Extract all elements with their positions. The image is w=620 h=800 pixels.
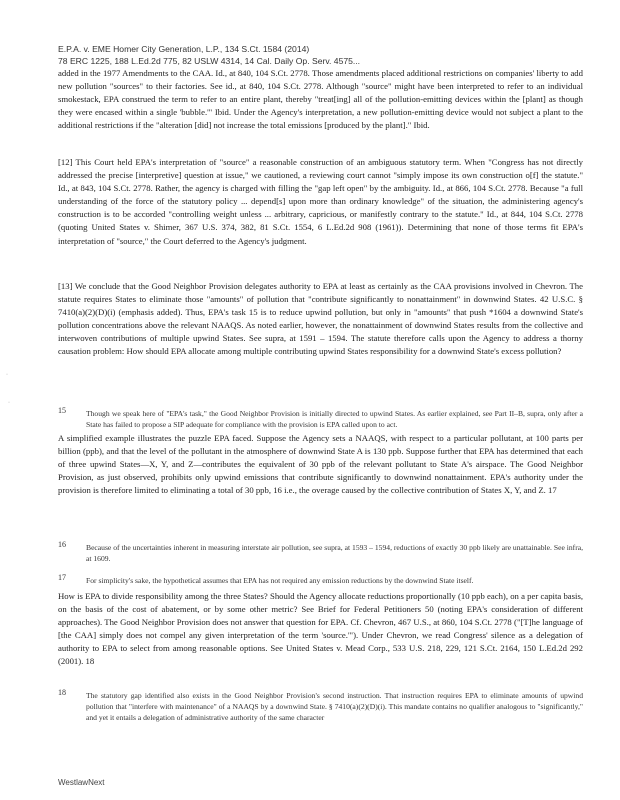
footnote-15-text: Though we speak here of "EPA's task," the Good Neighbor Provision is initially directed to upwind States. As earlier explained, see Part II–B, supra, only after a State has failed to propose a SIP adequate for compliance with the provision is EPA called upon to act.	[86, 409, 583, 429]
footnote-17-text: For simplicity's sake, the hypothetical assumes that EPA has not required any emission reductions by the downwind State itself.	[86, 576, 474, 585]
paragraph-12: [12] This Court held EPA's interpretation of "source" a reasonable construction of an ambiguous statutory term. When "Congress has not directly addressed the precise [interpretive] question at issue," we cautioned, a reviewing court cannot "simply impose its own construction o[f] the statute." Id., at 843, 104 S.Ct. 2778. Rather, the agency is charged with filling the "gap left open" by the ambiguity. Id., at 866, 104 S.Ct. 2778. Because "a full understanding of the force of the statutory policy ... depend[s] upon more than ordinary knowledge" of the situation, the administering agency's construction is to be accorded "controlling weight unless ... arbitrary, capricious, or manifestly contrary to the statute." Id., at 844, 104 S.Ct. 2778 (quoting United States v. Shimer, 367 U.S. 374, 382, 81 S.Ct. 1554, 6 L.Ed.2d 908 (1961)). Determining that none of those terms fit EPA's interpretation of "source," the Court deferred to the Agency's judgment.	[58, 157, 583, 246]
margin-mark: ·	[6, 372, 8, 378]
footnote-number: 17	[58, 573, 66, 582]
margin-mark: ·	[8, 400, 10, 406]
citation-header-line-1: E.P.A. v. EME Homer City Generation, L.P., 134 S.Ct. 1584 (2014)	[58, 44, 310, 54]
footnote-number: 15	[58, 406, 66, 415]
footnote-number: 18	[58, 688, 66, 697]
footnote-18-text: The statutory gap identified also exists in the Good Neighbor Provision's second instruction. That instruction requires EPA to eliminate amounts of upwind pollution that "interfere with maintenance" of a NAAQS by a downwind State. § 7410(a)(2)(D)(i). This mandate contains no qualifier analogous to "significantly," and yet it entails a delegation of administrative authority of the same character	[86, 691, 583, 722]
footer-brand: WestlawNext	[58, 778, 105, 787]
footnote-16-text: Because of the uncertainties inherent in measuring interstate air pollution, see supra, at 1593 – 1594, reductions of exactly 30 ppb likely are unattainable. See infra, at 1609.	[86, 543, 583, 563]
paragraph-example: A simplified example illustrates the puzzle EPA faced. Suppose the Agency sets a NAAQS, with respect to a particular pollutant, at 100 parts per billion (ppb), and that the level of the pollutant in the atmosphere of downwind State A is 130 ppb. Suppose further that EPA has determined that each of three upwind States—X, Y, and Z—contributes the equivalent of 30 ppb of the relevant pollutant to State A's airspace. The Good Neighbor Provision, as just observed, prohibits only upwind emissions that contribute significantly to downwind nonattainment. EPA's authority under the provision is therefore limited to eliminating a total of 30 ppb, 16 i.e., the overage caused by the collective contribution of States X, Y, and Z. 17	[58, 433, 583, 496]
paragraph-intro: added in the 1977 Amendments to the CAA. Id., at 840, 104 S.Ct. 2778. Those amendments placed additional restrictions on companies' liberty to add new pollution "sources" to their factories. See id., at 840, 104 S.Ct. 2778. Although "source" might have been interpreted to refer to an individual smokestack, EPA construed the term to refer to an entire plant, thereby "treat[ing] all of the pollution-emitting devices within the [plant] as though they were encased within a single 'bubble.'" Ibid. Under the Agency's interpretation, a new pollution-emitting device would not subject a plant to the additional restrictions if the "alteration [did] not increase the total emissions [produced by the plant]." Ibid.	[58, 68, 583, 131]
paragraph-13: [13] We conclude that the Good Neighbor Provision delegates authority to EPA at least as certainly as the CAA provisions involved in Chevron. The statute requires States to eliminate those "amounts" of pollution that "contribute significantly to nonattainment" in downwind States. 42 U.S.C. § 7410(a)(2)(D)(i) (emphasis added). Thus, EPA's task 15 is to reduce upwind pollution, but only in "amounts" that push *1604 a downwind State's pollution concentrations above the relevant NAAQS. As noted earlier, however, the nonattainment of downwind States results from the collective and interwoven contributions of multiple upwind States. See supra, at 1591 – 1594. The statute therefore calls upon the Agency to address a thorny causation problem: How should EPA allocate among multiple contributing upwind States responsibility for a downwind State's excess pollution?	[58, 281, 583, 357]
citation-header-line-2: 78 ERC 1225, 188 L.Ed.2d 775, 82 USLW 4314, 14 Cal. Daily Op. Serv. 4575...	[58, 56, 361, 66]
paragraph-question: How is EPA to divide responsibility among the three States? Should the Agency allocate reductions proportionally (10 ppb each), on a per capita basis, on the basis of the cost of abatement, or by some other metric? See Brief for Federal Petitioners 50 (noting EPA's consideration of different approaches). The Good Neighbor Provision does not answer that question for EPA. Cf. Chevron, 467 U.S., at 860, 104 S.Ct. 2778 ("[T]he language of [the CAA] simply does not compel any given interpretation of the term 'source.'"). Under Chevron, we read Congress' silence as a delegation of authority to EPA to select from among reasonable options. See United States v. Mead Corp., 533 U.S. 218, 229, 121 S.Ct. 2164, 150 L.Ed.2d 292 (2001). 18	[58, 591, 583, 667]
footnote-number: 16	[58, 540, 66, 549]
